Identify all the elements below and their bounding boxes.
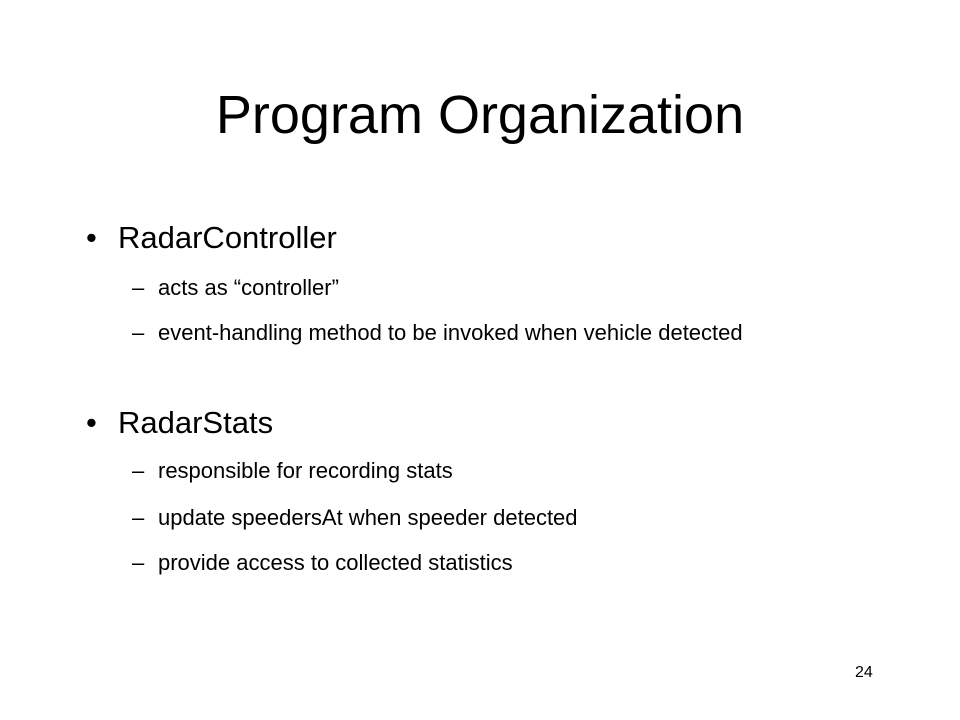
dash-icon: – (132, 275, 145, 300)
dash-icon: – (132, 550, 145, 575)
subitem-text: responsible for recording stats (158, 458, 453, 483)
bullet-radar-controller (86, 222, 337, 253)
subitem-provide-access (132, 548, 798, 578)
subitem-event-handling (132, 318, 798, 348)
bullet-icon: • (86, 405, 97, 440)
slide-title: Program Organization (215, 85, 745, 145)
subitem-text: event-handling method to be invoked when vehicle detected (158, 320, 743, 345)
bullet-radar-stats (86, 407, 273, 438)
bullet-icon: • (86, 220, 97, 255)
subitem-text: provide access to collected statistics (158, 550, 513, 575)
page-number: 24 (855, 664, 873, 681)
bullet-text: RadarController (118, 220, 337, 255)
subitem-update-speeders (132, 503, 798, 533)
dash-icon: – (132, 458, 145, 483)
subitem-responsible-for-stats (132, 456, 798, 486)
dash-icon: – (132, 505, 145, 530)
subitem-text: acts as “controller” (158, 275, 339, 300)
dash-icon: – (132, 320, 145, 345)
bullet-text: RadarStats (118, 405, 274, 440)
subitem-acts-as-controller (132, 273, 798, 303)
subitem-text: update speedersAt when speeder detected (158, 505, 578, 530)
